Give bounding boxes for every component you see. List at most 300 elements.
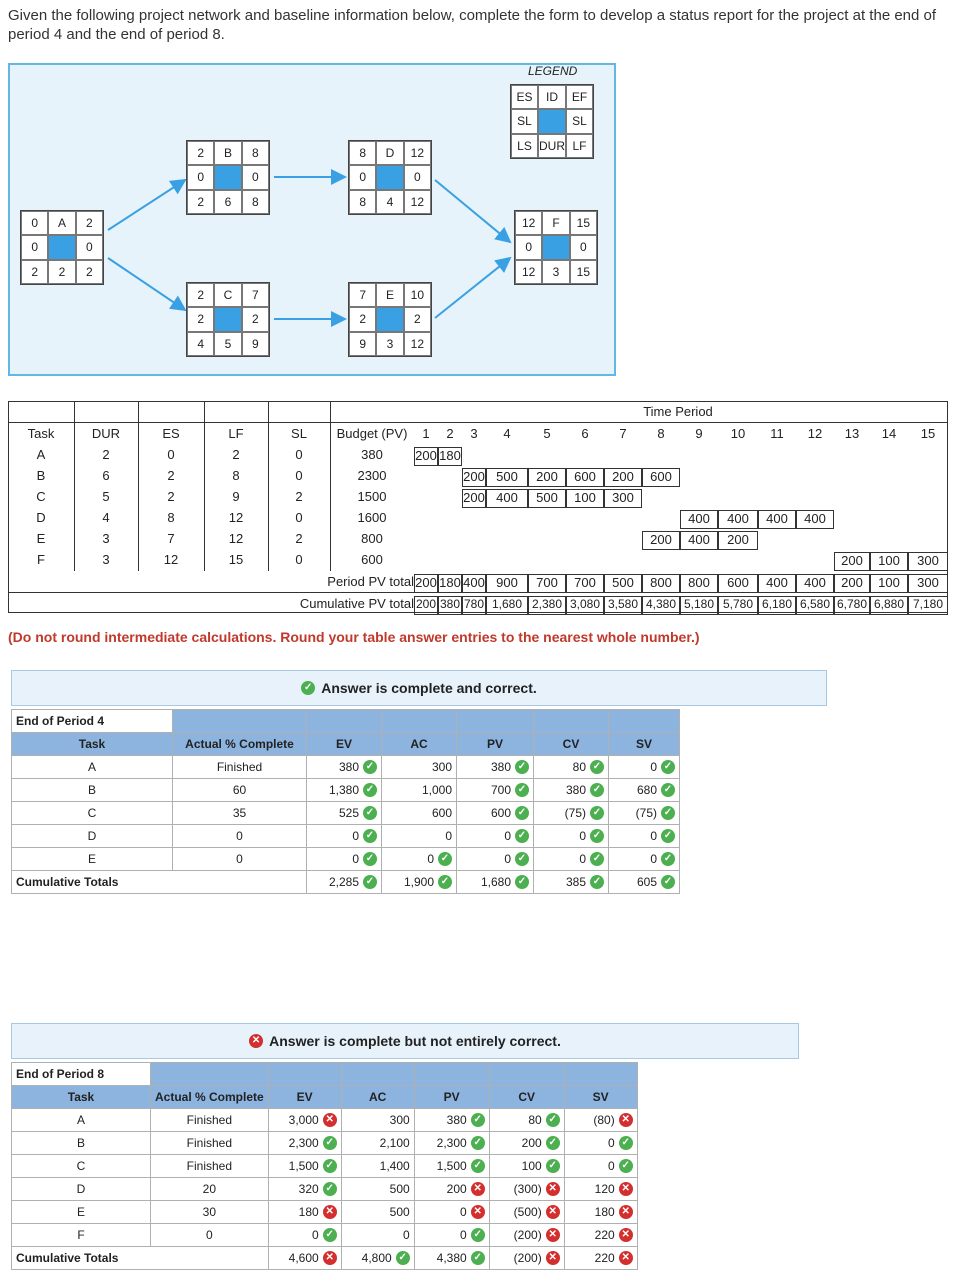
baseline-budget: 600 <box>361 552 383 567</box>
table-row <box>12 756 680 779</box>
totals-label: Cumulative Totals <box>12 871 307 894</box>
table-row <box>12 802 680 825</box>
baseline-task: B <box>36 468 46 483</box>
period-total-cell: 100 <box>870 574 908 593</box>
period-total-cell: 900 <box>486 574 528 593</box>
pv-cell: 400 <box>796 510 834 529</box>
period-total-cell: 800 <box>642 574 680 593</box>
node-cell: 2 <box>187 283 214 307</box>
percent-complete-cell: Finished <box>151 1109 269 1132</box>
check-icon: ✓ <box>661 829 675 843</box>
check-icon: ✓ <box>515 783 529 797</box>
sv-cell[interactable] <box>564 1132 637 1155</box>
percent-complete-cell: 60 <box>173 779 307 802</box>
header-blank <box>564 1063 637 1086</box>
check-icon: ✓ <box>363 829 377 843</box>
table-row <box>12 1109 638 1132</box>
baseline-task: F <box>37 552 45 567</box>
node-cell: 2 <box>187 190 214 214</box>
ac-value: 0 <box>427 851 434 866</box>
baseline-dur: 3 <box>102 552 110 567</box>
sv-value: 120 <box>594 1181 615 1196</box>
period-header: 8 <box>657 426 665 441</box>
baseline-dur: 6 <box>102 468 110 483</box>
table-row <box>12 1155 638 1178</box>
baseline-es: 2 <box>167 468 175 483</box>
cumulative-cell: 7,180 <box>908 596 948 615</box>
arrow-a-c <box>108 258 185 310</box>
pv-cell[interactable] <box>457 779 534 802</box>
node-b <box>186 140 270 215</box>
baseline-header: SL <box>291 426 307 441</box>
title-row <box>12 710 680 733</box>
cv-value: (200) <box>513 1227 542 1242</box>
column-header: Actual % Complete <box>173 733 307 756</box>
ev-cell[interactable] <box>268 1224 341 1247</box>
cv-cell[interactable] <box>489 1109 564 1132</box>
header-blank <box>307 710 382 733</box>
task-cell: A <box>12 756 173 779</box>
ev-cell[interactable] <box>307 779 382 802</box>
legend-node: ES ID EF SL SL LS DUR LF <box>510 84 594 159</box>
pv-cell[interactable] <box>414 1155 489 1178</box>
period-total-cell: 300 <box>908 574 948 593</box>
column-header: CV <box>534 733 609 756</box>
node-c <box>186 282 270 357</box>
ev-cell[interactable] <box>307 756 382 779</box>
sv-value: 220 <box>594 1227 615 1242</box>
arrow-a-b <box>108 180 185 230</box>
ac-value: 300 <box>389 1113 410 1127</box>
node-cell: 8 <box>242 190 269 214</box>
total-cv-cell[interactable] <box>534 871 609 894</box>
sv-cell[interactable] <box>564 1201 637 1224</box>
node-cell: 3 <box>376 332 403 356</box>
total-ev-cell[interactable] <box>268 1247 341 1270</box>
baseline-es: 12 <box>163 552 179 567</box>
sv-cell[interactable] <box>564 1178 637 1201</box>
sv-value: (80) <box>593 1112 615 1127</box>
baseline-dur: 2 <box>102 447 110 462</box>
legend-title: LEGEND <box>528 64 578 78</box>
check-icon: ✓ <box>471 1136 485 1150</box>
total-ac-cell[interactable] <box>382 871 457 894</box>
pv-cell: 400 <box>758 510 796 529</box>
check-icon: ✓ <box>301 681 315 695</box>
period-header: 13 <box>844 426 860 441</box>
ev-cell[interactable] <box>307 825 382 848</box>
node-cell: 2 <box>187 141 214 165</box>
task-cell: E <box>12 848 173 871</box>
header-blank <box>609 710 680 733</box>
pv-cell: 500 <box>528 489 566 508</box>
node-cell: 0 <box>21 211 48 235</box>
ac-cell[interactable] <box>341 1224 414 1247</box>
node-cell: 5 <box>214 332 241 356</box>
check-icon: ✓ <box>515 875 529 889</box>
period-total-cell: 200 <box>834 574 870 593</box>
check-icon: ✓ <box>546 1113 560 1127</box>
report-title: End of Period 4 <box>12 710 173 733</box>
pv-value: 0 <box>460 1227 467 1242</box>
total-pv-value: 1,680 <box>480 874 511 889</box>
node-cell: 7 <box>242 283 269 307</box>
node-cell: 8 <box>242 141 269 165</box>
column-header: AC <box>382 733 457 756</box>
cv-value: 100 <box>521 1158 542 1173</box>
pv-cell: 200 <box>462 468 486 487</box>
node-cell: 8 <box>349 141 376 165</box>
pv-cell[interactable] <box>457 756 534 779</box>
cumulative-label: Cumulative PV total <box>299 596 414 611</box>
baseline-sl: 0 <box>295 468 303 483</box>
check-icon: ✓ <box>438 875 452 889</box>
ev-cell[interactable] <box>268 1155 341 1178</box>
task-cell: D <box>12 1178 151 1201</box>
cumulative-cell: 380 <box>438 596 462 615</box>
header-blank <box>489 1063 564 1086</box>
baseline-budget: 380 <box>361 447 383 462</box>
cross-icon: ✕ <box>471 1205 485 1219</box>
column-header: Actual % Complete <box>151 1086 269 1109</box>
pv-cell: 400 <box>718 510 758 529</box>
cv-value: (75) <box>564 805 586 820</box>
ev-value: 525 <box>338 805 359 820</box>
cross-icon: ✕ <box>619 1205 633 1219</box>
baseline-header: LF <box>228 426 244 441</box>
period-header: 7 <box>619 426 627 441</box>
baseline-header: Task <box>27 426 55 441</box>
check-icon: ✓ <box>323 1159 337 1173</box>
cv-cell[interactable] <box>489 1155 564 1178</box>
baseline-task: D <box>36 510 46 525</box>
cv-value: (300) <box>513 1181 542 1196</box>
pv-cell[interactable] <box>414 1132 489 1155</box>
table-row <box>12 1224 638 1247</box>
cross-icon: ✕ <box>471 1182 485 1196</box>
total-ev-value: 2,285 <box>328 874 359 889</box>
ev-value: 0 <box>352 828 359 843</box>
cross-icon: ✕ <box>323 1113 337 1127</box>
pv-cell: 400 <box>680 510 718 529</box>
node-cell: 0 <box>570 235 597 259</box>
node-cell: 15 <box>570 211 597 235</box>
pv-value: 380 <box>490 759 511 774</box>
node-cell: 8 <box>349 190 376 214</box>
pv-cell: 200 <box>642 531 680 550</box>
node-cell <box>376 307 403 331</box>
node-cell <box>214 165 241 189</box>
node-cell: 9 <box>349 332 376 356</box>
column-header: SV <box>609 733 680 756</box>
header-blank <box>341 1063 414 1086</box>
cv-cell[interactable] <box>534 848 609 871</box>
ac-cell[interactable] <box>341 1132 414 1155</box>
ev-cell[interactable] <box>268 1201 341 1224</box>
sv-value: 680 <box>636 782 657 797</box>
check-icon: ✓ <box>661 852 675 866</box>
sv-cell[interactable] <box>564 1155 637 1178</box>
column-header: SV <box>564 1086 637 1109</box>
pv-cell[interactable] <box>414 1201 489 1224</box>
ac-value: 0 <box>445 829 452 843</box>
period-total-cell: 500 <box>604 574 642 593</box>
check-icon: ✓ <box>590 783 604 797</box>
cumulative-cell: 780 <box>462 596 486 615</box>
check-icon: ✓ <box>363 806 377 820</box>
sv-cell[interactable] <box>564 1224 637 1247</box>
node-cell <box>376 165 403 189</box>
period-header: 5 <box>543 426 551 441</box>
ev-value: 0 <box>352 851 359 866</box>
period-header: 11 <box>770 426 784 441</box>
pv-cell[interactable] <box>457 825 534 848</box>
node-cell: 9 <box>242 332 269 356</box>
percent-complete-cell: Finished <box>151 1155 269 1178</box>
percent-complete-cell: Finished <box>151 1132 269 1155</box>
task-cell: B <box>12 1132 151 1155</box>
pv-cell: 200 <box>718 531 758 550</box>
total-ev-cell[interactable] <box>307 871 382 894</box>
node-cell: 2 <box>76 260 103 284</box>
baseline-lf: 12 <box>228 531 244 546</box>
table-row <box>12 1201 638 1224</box>
banner-period-8: ✕ Answer is complete but not entirely correct. <box>11 1023 799 1059</box>
ev-cell[interactable] <box>307 802 382 825</box>
task-cell: F <box>12 1224 151 1247</box>
cv-cell[interactable] <box>534 802 609 825</box>
column-header: Task <box>12 1086 151 1109</box>
cv-value: 0 <box>579 828 586 843</box>
cv-value: 200 <box>521 1135 542 1150</box>
cv-cell[interactable] <box>534 825 609 848</box>
period-header: 3 <box>470 426 478 441</box>
ev-cell[interactable] <box>268 1109 341 1132</box>
ev-cell[interactable] <box>268 1132 341 1155</box>
pv-cell[interactable] <box>414 1224 489 1247</box>
sv-value: (75) <box>635 805 657 820</box>
total-sv-cell[interactable] <box>564 1247 637 1270</box>
pv-value: 1,500 <box>436 1158 467 1173</box>
check-icon: ✓ <box>590 760 604 774</box>
baseline-es: 7 <box>167 531 175 546</box>
baseline-lf: 15 <box>228 552 244 567</box>
node-e <box>348 282 432 357</box>
check-icon: ✓ <box>590 852 604 866</box>
node-cell: D <box>376 141 403 165</box>
ac-cell[interactable] <box>341 1201 414 1224</box>
cv-cell[interactable] <box>489 1132 564 1155</box>
pv-cell: 200 <box>462 489 486 508</box>
ac-value: 600 <box>431 806 452 820</box>
node-cell: 2 <box>349 307 376 331</box>
cv-value: (500) <box>513 1204 542 1219</box>
pv-value: 2,300 <box>436 1135 467 1150</box>
period-header: 15 <box>920 426 936 441</box>
cross-icon: ✕ <box>546 1228 560 1242</box>
ac-cell[interactable] <box>382 802 457 825</box>
node-cell: 0 <box>242 165 269 189</box>
sv-cell[interactable] <box>609 756 680 779</box>
ev-cell[interactable] <box>268 1178 341 1201</box>
column-header: EV <box>307 733 382 756</box>
status-table-period-4 <box>11 709 680 894</box>
task-cell: D <box>12 825 173 848</box>
baseline-dur: 4 <box>102 510 110 525</box>
ac-value: 1,000 <box>421 783 452 797</box>
arrow-d-f <box>435 180 510 242</box>
ac-value: 500 <box>389 1205 410 1219</box>
ev-value: 1,500 <box>288 1158 319 1173</box>
ac-value: 2,100 <box>379 1136 410 1150</box>
node-cell <box>214 307 241 331</box>
period-total-cell: 800 <box>680 574 718 593</box>
pv-value: 0 <box>504 851 511 866</box>
node-cell: 12 <box>515 211 542 235</box>
cv-cell[interactable] <box>489 1201 564 1224</box>
node-cell: 7 <box>349 283 376 307</box>
baseline-lf: 12 <box>228 510 244 525</box>
period-total-cell: 180 <box>438 574 462 593</box>
header-blank <box>534 710 609 733</box>
check-icon: ✓ <box>515 829 529 843</box>
check-icon: ✓ <box>590 829 604 843</box>
total-pv-cell[interactable] <box>414 1247 489 1270</box>
check-icon: ✓ <box>515 806 529 820</box>
node-cell: 2 <box>21 260 48 284</box>
period-header: 9 <box>695 426 703 441</box>
sv-value: 0 <box>608 1158 615 1173</box>
header-blank <box>382 710 457 733</box>
period-header: 1 <box>422 426 430 441</box>
cross-icon: ✕ <box>619 1182 633 1196</box>
ac-value: 1,400 <box>379 1159 410 1173</box>
node-cell: B <box>214 141 241 165</box>
column-header: EV <box>268 1086 341 1109</box>
baseline-sl: 0 <box>295 447 303 462</box>
ac-cell[interactable] <box>382 756 457 779</box>
table-rule <box>8 422 948 423</box>
pv-cell: 100 <box>870 552 908 571</box>
pv-cell: 200 <box>528 468 566 487</box>
pv-value: 0 <box>504 828 511 843</box>
total-ac-cell[interactable] <box>341 1247 414 1270</box>
cumulative-cell: 3,580 <box>604 596 642 615</box>
node-cell: C <box>214 283 241 307</box>
node-cell: 2 <box>242 307 269 331</box>
sv-cell[interactable] <box>609 848 680 871</box>
node-cell: 2 <box>48 260 75 284</box>
task-cell: C <box>12 802 173 825</box>
cumulative-cell: 6,880 <box>870 596 908 615</box>
period-total-cell: 700 <box>566 574 604 593</box>
pv-value: 0 <box>460 1204 467 1219</box>
cv-cell[interactable] <box>489 1224 564 1247</box>
total-ac-value: 4,800 <box>361 1250 392 1265</box>
task-cell: A <box>12 1109 151 1132</box>
pv-cell: 300 <box>908 552 948 571</box>
ac-cell[interactable] <box>382 825 457 848</box>
task-cell: B <box>12 779 173 802</box>
node-d <box>348 140 432 215</box>
cv-cell[interactable] <box>534 756 609 779</box>
cumulative-cell: 1,680 <box>486 596 528 615</box>
total-pv-cell[interactable] <box>457 871 534 894</box>
sv-cell[interactable] <box>564 1109 637 1132</box>
check-icon: ✓ <box>546 1159 560 1173</box>
check-icon: ✓ <box>590 875 604 889</box>
cv-cell[interactable] <box>489 1178 564 1201</box>
baseline-sl: 0 <box>295 510 303 525</box>
percent-complete-cell: 35 <box>173 802 307 825</box>
check-icon: ✓ <box>590 806 604 820</box>
node-cell: 0 <box>76 235 103 259</box>
ac-cell[interactable] <box>382 848 457 871</box>
baseline-sl: 2 <box>295 531 303 546</box>
period-total-cell: 400 <box>462 574 486 593</box>
pv-cell: 200 <box>604 468 642 487</box>
node-cell: 0 <box>349 165 376 189</box>
title-row <box>12 1063 638 1086</box>
ac-cell[interactable] <box>341 1178 414 1201</box>
pv-cell[interactable] <box>414 1178 489 1201</box>
node-cell: 2 <box>404 307 431 331</box>
pv-cell[interactable] <box>414 1109 489 1132</box>
cumulative-cell: 4,380 <box>642 596 680 615</box>
baseline-es: 2 <box>167 489 175 504</box>
sv-cell[interactable] <box>609 825 680 848</box>
node-cell: 12 <box>515 260 542 284</box>
status-table-period-8 <box>11 1062 638 1270</box>
ac-cell[interactable] <box>382 779 457 802</box>
sv-cell[interactable] <box>609 802 680 825</box>
baseline-es: 0 <box>167 447 175 462</box>
ev-value: 3,000 <box>288 1112 319 1127</box>
total-cv-cell[interactable] <box>489 1247 564 1270</box>
pv-cell[interactable] <box>457 848 534 871</box>
check-icon: ✓ <box>363 760 377 774</box>
ev-value: 380 <box>338 759 359 774</box>
ev-cell[interactable] <box>307 848 382 871</box>
total-sv-cell[interactable] <box>609 871 680 894</box>
baseline-lf: 9 <box>232 489 240 504</box>
sv-value: 0 <box>650 759 657 774</box>
ac-cell[interactable] <box>341 1155 414 1178</box>
percent-complete-cell: Finished <box>173 756 307 779</box>
sv-cell[interactable] <box>609 779 680 802</box>
cv-cell[interactable] <box>534 779 609 802</box>
baseline-dur: 3 <box>102 531 110 546</box>
ac-value: 0 <box>403 1228 410 1242</box>
ac-cell[interactable] <box>341 1109 414 1132</box>
header-blank <box>151 1063 269 1086</box>
task-cell: E <box>12 1201 151 1224</box>
check-icon: ✓ <box>323 1182 337 1196</box>
check-icon: ✓ <box>515 760 529 774</box>
table-row <box>12 1178 638 1201</box>
ev-value: 1,380 <box>328 782 359 797</box>
total-sv-value: 605 <box>636 874 657 889</box>
check-icon: ✓ <box>323 1136 337 1150</box>
check-icon: ✓ <box>471 1251 485 1265</box>
period-header: 6 <box>581 426 589 441</box>
percent-complete-cell: 20 <box>151 1178 269 1201</box>
pv-cell[interactable] <box>457 802 534 825</box>
period-total-cell: 400 <box>796 574 834 593</box>
percent-complete-cell: 0 <box>173 848 307 871</box>
node-cell: 0 <box>187 165 214 189</box>
check-icon: ✓ <box>363 852 377 866</box>
